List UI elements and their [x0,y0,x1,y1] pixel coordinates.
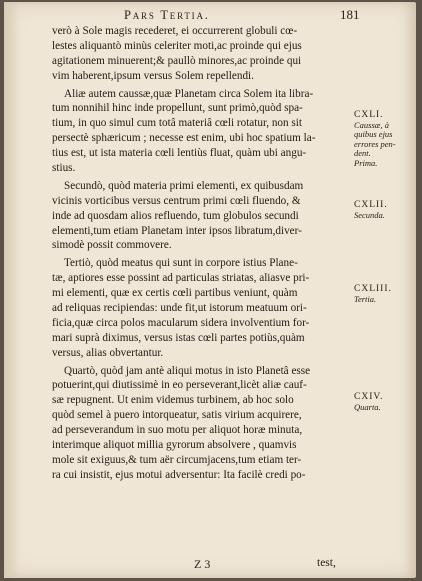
text-line: stius. [52,162,76,175]
text-line: tum nonnihil hinc inde propellunt, sunt primò,quòd spa- [52,102,303,115]
text-line: lestes aliquantò minùs celeriter moti,ac proinde qui ejus [52,39,302,52]
margin-note-caption: dent. [354,148,371,159]
margin-note-cxliii [354,285,412,304]
text-line: tius est, ut ista materia cœli lentiùs fluat, quàm ubi angu- [52,147,307,160]
text-line: potuerint,qui diutissimè in eo perseverant,licèt aliæ cauf- [52,379,307,392]
margin-note-caption: Tertia. [354,293,377,304]
text-line: Secundò, quòd materia primi elementi, ex quibusdam [64,179,304,192]
text-line: sæ repugnent. Ut enim videmus turbinem, ab hoc solo [52,394,294,407]
margin-note-cxiv [354,393,412,412]
body-text [52,24,348,483]
running-head: Pars Tertia. [124,8,210,22]
page-number: 181 [340,7,360,22]
text-line: vim haberent,ipsum versus Solem repellendi. [52,69,254,82]
margin-note-cxli [354,111,412,169]
margin-note-caption: Quarta. [354,401,381,412]
margin-note-number: CXLI. [354,110,384,120]
text-line: Tertiò, quòd meatus qui sunt in corpore istius Plane- [64,257,298,270]
text-line: interimque aliquot millia gyrorum absolvere , quamvis [52,439,297,452]
book-page [4,2,416,578]
text-line: vicinis vorticibus versus centrum primi cœli fluendo, & [52,194,301,207]
margin-note-number: CXLIII. [354,284,392,294]
signature-mark: Z 3 [194,557,211,571]
margin-note-caption: errores pen- [354,138,396,149]
text-line: persectè sphæricum ; necesse est enim, ubi hoc spatium la- [52,132,316,145]
text-line: Quartò, quòd jam antè aliqui motus in isto Planetâ esse [64,364,311,377]
margin-note-number: CXIV. [354,392,384,402]
text-line: ra cui insistit, ejus motui adversentur: Ita facilè credi po- [52,468,306,481]
text-line: quòd semel à puero intorqueatur, satis virium acquirere, [52,409,302,422]
text-line: versus, alias obvertantur. [52,346,164,359]
text-line: mari suprà diximus, versus istas cœli partes potiùs,quàm [52,331,305,344]
margin-note-cxlii [354,201,412,220]
text-line: mole sit exiguus,& tum aër circumjacens,tum etiam ter- [52,453,302,466]
text-line: ad perseverandum in suo motu per aliquot horæ minuta, [52,424,303,437]
text-line: agitationem minuerent;& paullò minores,ac proinde qui [52,54,302,67]
page-gutter [4,2,20,578]
text-line: inde ad quosdam alios refluendo, tum globulos secundi [52,209,299,222]
margin-note-caption: quibus ejus [354,129,393,140]
text-line: ad reliquas recipiendas: unde fit,ut istorum meatuum ori- [52,302,307,315]
margin-note-caption: Caussæ, à [354,119,389,130]
text-line: tæ, aptiores esse possint ad particulas striatas, aliasve pri- [52,272,310,285]
text-line: Aliæ autem caussæ,quæ Planetam circa Solem ita libra- [64,87,314,100]
text-line: elementi,tum etiam Planetam inter ipsos libratum,diver- [52,224,302,237]
text-line: verò à Sole magis recederet, ei occurrerent globuli cœ- [52,25,298,37]
text-line: simodè possit commovere. [52,239,172,252]
text-line: tium, in quo simul cum totâ materiâ cœli rotatur, non sit [52,117,302,130]
catchword: test, [317,557,336,569]
text-line: mi elementi, quæ ex certis cœli partibus veniunt, quàm [52,287,298,300]
margin-note-number: CXLII. [354,200,388,210]
margin-note-caption: Prima. [354,157,378,168]
text-line: ficia,quæ circa polos macularum sidera involventium for- [52,316,310,329]
margin-note-caption: Secunda. [354,209,385,220]
